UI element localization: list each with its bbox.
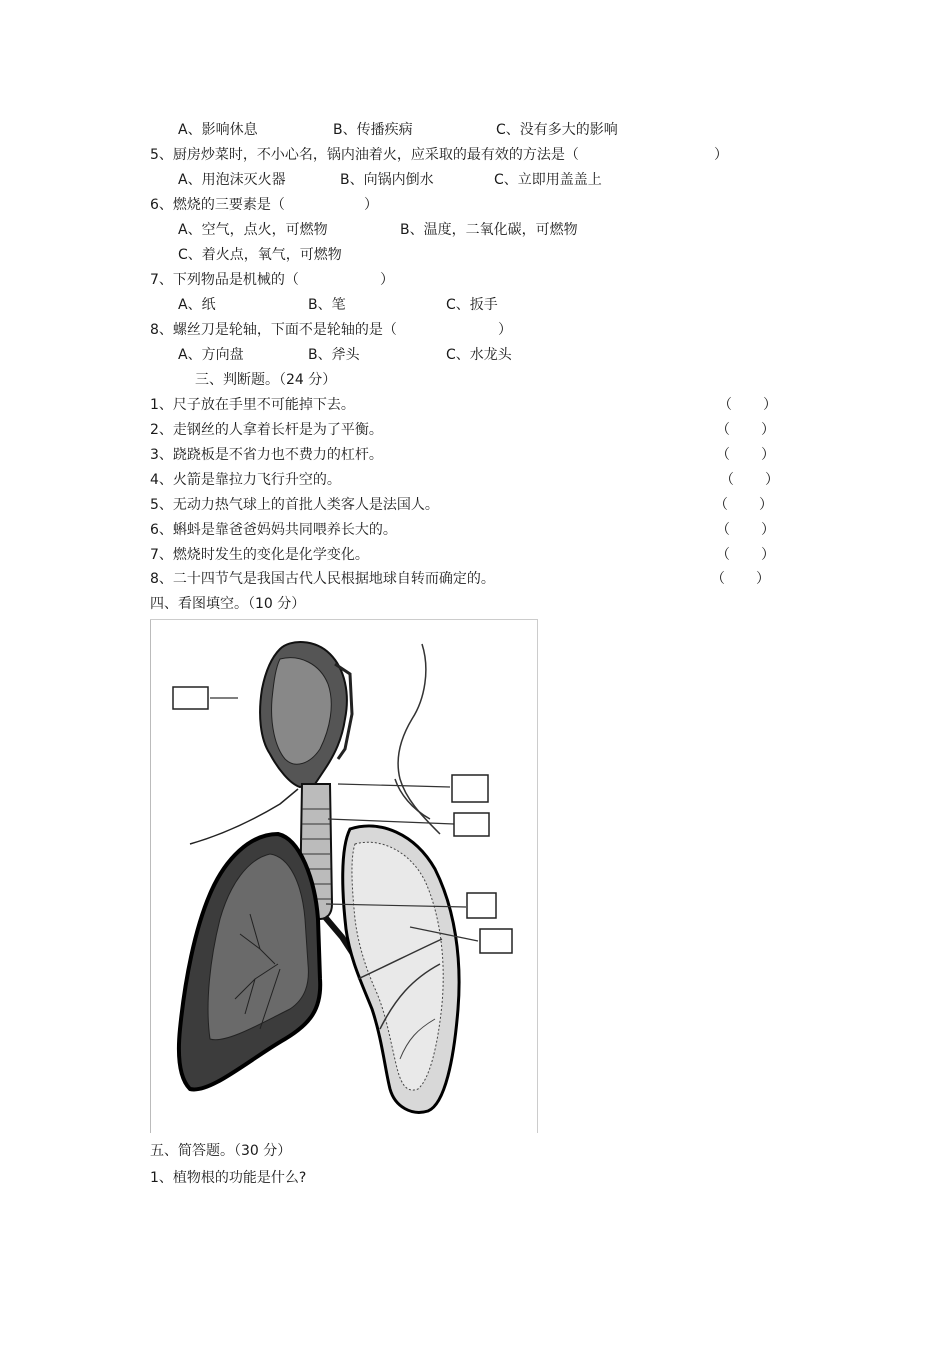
- section3-title: 三、判断题。（24 分）: [195, 372, 337, 388]
- q5-option-a: A、用泡沫灭火器: [178, 172, 286, 188]
- q7-option-a: A、纸: [178, 297, 216, 313]
- judge-paren-close-4: ）: [765, 472, 779, 488]
- judge-item-3: 3、跷跷板是不省力也不费力的杠杆。: [150, 447, 383, 463]
- back-outline: [398, 644, 440, 834]
- section4-title: 四、看图填空。（10 分）: [150, 596, 306, 612]
- judge-paren-open-1: （: [718, 397, 732, 413]
- section5-title: 五、简答题。（30 分）: [150, 1143, 292, 1159]
- q4-option-b: B、传播疾病: [333, 122, 413, 138]
- judge-paren-open-7: （: [716, 547, 730, 563]
- respiratory-diagram: [150, 619, 538, 1133]
- judge-paren-close-5: ）: [759, 497, 773, 513]
- judge-paren-open-3: （: [716, 447, 730, 463]
- judge-paren-open-6: （: [716, 522, 730, 538]
- judge-paren-open-8: （: [711, 571, 725, 587]
- judge-item-4: 4、火箭是靠拉力飞行升空的。: [150, 472, 341, 488]
- judge-paren-open-5: （: [714, 497, 728, 513]
- q8-option-a: A、方向盘: [178, 347, 244, 363]
- judge-paren-close-7: ）: [761, 547, 775, 563]
- q7-option-c: C、扳手: [446, 297, 498, 313]
- q8-option-c: C、水龙头: [446, 347, 512, 363]
- q5-option-c: C、立即用盖盖上: [494, 172, 602, 188]
- respiratory-system-figure: [150, 619, 538, 1133]
- judge-item-7: 7、燃烧时发生的变化是化学变化。: [150, 547, 369, 563]
- q8-close-paren: ）: [498, 322, 512, 338]
- q8-stem: 8、螺丝刀是轮轴，下面不是轮轴的是（: [150, 322, 397, 338]
- q7-option-b: B、笔: [308, 297, 346, 313]
- judge-paren-close-3: ）: [761, 447, 775, 463]
- q6-stem: 6、燃烧的三要素是（: [150, 197, 285, 213]
- q5-close-paren: ）: [714, 147, 728, 163]
- q6-option-a: A、空气，点火，可燃物: [178, 222, 328, 238]
- judge-paren-open-4: （: [720, 472, 734, 488]
- answer-box-throat[interactable]: [452, 775, 488, 802]
- pointer-trachea: [328, 819, 454, 824]
- judge-paren-close-2: ）: [761, 422, 775, 438]
- answer-box-trachea[interactable]: [454, 813, 489, 836]
- neck-back-outline: [395, 779, 430, 819]
- judge-item-8: 8、二十四节气是我国古代人民根据地球自转而确定的。: [150, 571, 495, 587]
- judge-paren-open-2: （: [716, 422, 730, 438]
- q5-option-b: B、向锅内倒水: [340, 172, 434, 188]
- q6-option-b: B、温度，二氧化碳，可燃物: [400, 222, 578, 238]
- judge-item-1: 1、尺子放在手里不可能掉下去。: [150, 397, 355, 413]
- q5-stem: 5、厨房炒菜时，不小心名，锅内油着火，应采取的最有效的方法是（: [150, 147, 579, 163]
- judge-item-6: 6、蝌蚪是靠爸爸妈妈共同喂养长大的。: [150, 522, 397, 538]
- q6-option-c: C、着火点，氧气，可燃物: [178, 247, 342, 263]
- pointer-throat: [338, 784, 450, 787]
- section5-question-1: 1、植物根的功能是什么?: [150, 1170, 307, 1186]
- q7-close-paren: ）: [380, 272, 394, 288]
- q4-option-a: A、影响休息: [178, 122, 258, 138]
- q4-option-c: C、没有多大的影响: [496, 122, 618, 138]
- q7-stem: 7、下列物品是机械的（: [150, 272, 299, 288]
- judge-item-5: 5、无动力热气球上的首批人类客人是法国人。: [150, 497, 439, 513]
- answer-box-bronchus[interactable]: [467, 893, 496, 918]
- q8-option-b: B、斧头: [308, 347, 360, 363]
- q6-close-paren: ）: [364, 197, 378, 213]
- answer-box-lung[interactable]: [480, 929, 512, 953]
- judge-paren-close-6: ）: [761, 522, 775, 538]
- judge-item-2: 2、走钢丝的人拿着长杆是为了平衡。: [150, 422, 383, 438]
- judge-paren-close-1: ）: [763, 397, 777, 413]
- judge-paren-close-8: ）: [756, 571, 770, 587]
- answer-box-nasal[interactable]: [173, 687, 208, 709]
